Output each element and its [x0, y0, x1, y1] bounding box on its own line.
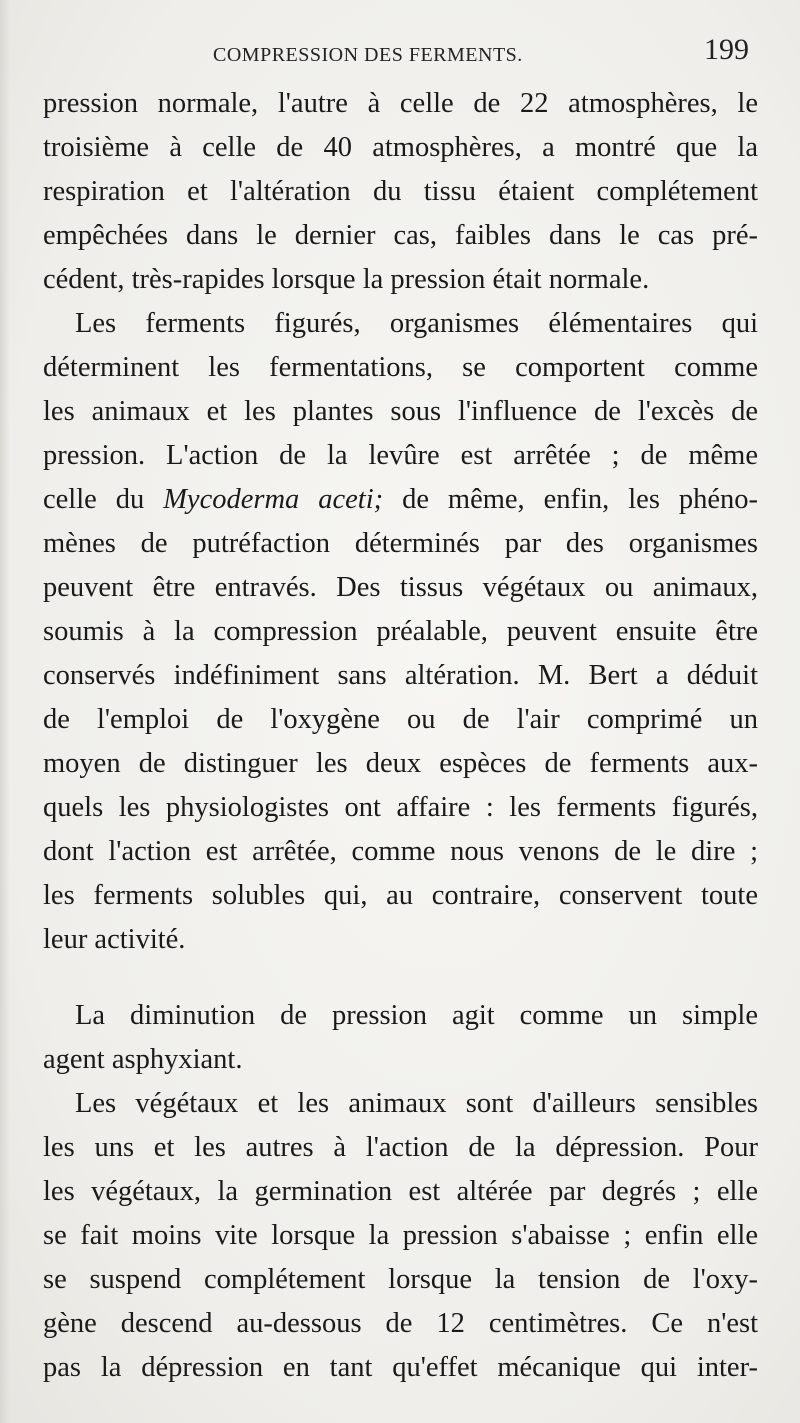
paragraph-start: Les végétaux et les animaux sont d'ailleurs sensibles [75, 1088, 758, 1119]
text-line: gène descend au-dessous de 12 centimètres. Ce n'est [43, 1308, 758, 1339]
text-segment: celle du [43, 484, 145, 515]
text-line: déterminent les fermentations, se comportent comme [43, 352, 758, 383]
text-line: se suspend complétement lorsque la tension de l'oxy- [43, 1264, 758, 1295]
text-line: peuvent être entravés. Des tissus végétaux ou animaux, [43, 572, 758, 603]
text-line: mènes de putréfaction déterminés par des organismes [43, 528, 758, 559]
text-line: les animaux et les plantes sous l'influence de l'excès de [43, 396, 758, 427]
text-line: pression normale, l'autre à celle de 22 atmosphères, le [43, 88, 758, 119]
running-head: COMPRESSION DES FERMENTS. [213, 44, 523, 66]
paragraph-start: Les ferments figurés, organismes élémentaires qui [75, 308, 758, 339]
text-line: empêchées dans le dernier cas, faibles dans le cas pré- [43, 220, 758, 251]
text-line: les végétaux, la germination est altérée par degrés ; elle [43, 1176, 758, 1207]
text-line: respiration et l'altération du tissu étaient complétement [43, 176, 758, 207]
text-line: les uns et les autres à l'action de la dépression. Pour [43, 1132, 758, 1163]
page-edge-shadow [0, 0, 10, 1423]
text-line-with-italic [43, 478, 758, 522]
text-line: se fait moins vite lorsque la pression s'abaisse ; enfin elle [43, 1220, 758, 1251]
text-line: pas la dépression en tant qu'effet mécanique qui inter- [43, 1352, 758, 1383]
text-line: moyen de distinguer les deux espèces de ferments aux- [43, 748, 758, 779]
italic-species-name: Mycoderma aceti; [163, 484, 384, 515]
text-line: leur activité. [43, 924, 186, 955]
paragraph-start: La diminution de pression agit comme un simple [75, 1000, 758, 1031]
text-line: soumis à la compression préalable, peuvent ensuite être [43, 616, 758, 647]
text-line: agent asphyxiant. [43, 1044, 243, 1075]
text-line: cédent, très-rapides lorsque la pression était normale. [43, 264, 650, 295]
text-line: de l'emploi de l'oxygène ou de l'air comprimé un [43, 704, 758, 735]
text-segment: de même, enfin, les phéno- [402, 484, 758, 515]
page-number: 199 [704, 33, 749, 66]
text-line: troisième à celle de 40 atmosphères, a montré que la [43, 132, 758, 163]
text-line: dont l'action est arrêtée, comme nous venons de le dire ; [43, 836, 758, 867]
text-line: les ferments solubles qui, au contraire, conservent toute [43, 880, 758, 911]
text-line: quels les physiologistes ont affaire : les ferments figurés, [43, 792, 758, 823]
text-line: pression. L'action de la levûre est arrêtée ; de même [43, 440, 758, 471]
text-line: conservés indéfiniment sans altération. M. Bert a déduit [43, 660, 758, 691]
